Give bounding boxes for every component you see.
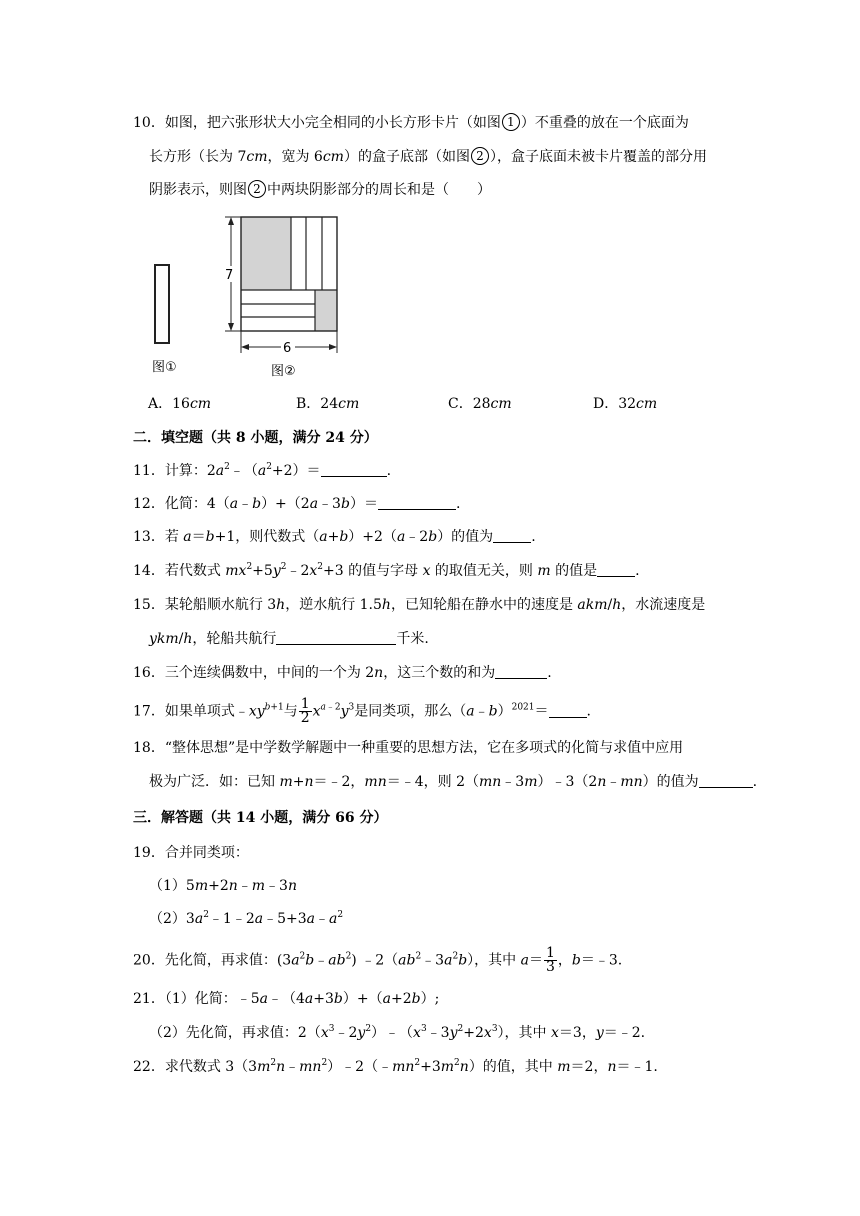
section-heading: 三．解答题（共 14 小题，满分 66 分）: [133, 810, 388, 826]
q16: 16．三个连续偶数中，中间的一个为 2n，这三个数的和为 .: [133, 665, 552, 681]
option-b[interactable]: B．24cm: [296, 396, 360, 412]
q17: 17．如果单项式$﹣xy^{b+1}$与 $\frac{1}{2}$ $x^{a﹣2}y^3$是同类项，那么（a﹣b）$^{2021}$＝ .: [133, 696, 591, 726]
q18-line2: 极为广泛．如：已知 m+n＝﹣2，mn＝﹣4，则 2（mn﹣3m）﹣3（2n﹣mn）的值为 .: [149, 774, 758, 790]
q15-line2: ykm/h，轮船共航行 千米.: [149, 631, 429, 647]
circled-number: 2: [471, 147, 489, 165]
q12: 12．化简：4（a﹣b）+（2a﹣3b）＝ .: [133, 496, 461, 512]
q21-part2: （2）先化简，再求值：$2(x^3﹣2y^2)﹣(x^3﹣3y^2+2x^3)$，其中 x＝3，y＝﹣2.: [149, 1024, 646, 1041]
q14: 14．若代数式 $mx^2+5y^2﹣2x^2+3$ 的值与字母 x 的取值无关，则 m 的值是 .: [133, 562, 640, 579]
fig1-card: [155, 265, 169, 343]
q10-line1: 10．如图，把六张形状大小完全相同的小长方形卡片（如图 1 ）不重叠的放在一个底面为: [133, 115, 689, 131]
q19-part1: （1）5m+2n﹣m﹣3n: [149, 878, 298, 894]
q18-line1: 18．“整体思想”是中学数学解题中一种重要的思想方法，它在多项式的化简与求值中应用: [133, 740, 684, 756]
q22: 22．求代数式 $3(3m^2n﹣mn^2)﹣2(﹣mn^2+3m^2n)$的值，其中 m＝2，n＝﹣1.: [133, 1058, 658, 1075]
answer-blank[interactable]: [493, 528, 531, 543]
answer-blank[interactable]: [549, 703, 587, 718]
fig2-caption: 图②: [271, 364, 296, 379]
fig2-shade-bottom: [315, 290, 337, 331]
fraction-one-third: $\frac{1}{3}$: [545, 945, 555, 975]
answer-blank[interactable]: [276, 630, 396, 645]
fig1-caption: 图①: [152, 360, 177, 375]
q21-part1: 21．（1）化简：﹣5a﹣（4a+3b）+（a+2b）;: [133, 991, 440, 1007]
fraction-one-half: $\frac{1}{2}$: [300, 696, 310, 726]
q11: 11．计算：$2a^2﹣(a^2+2)=$ .: [133, 462, 392, 479]
option-d[interactable]: D．32cm: [593, 396, 658, 412]
option-c[interactable]: C．28cm: [448, 396, 512, 412]
q10-figure: [145, 205, 355, 385]
q13: 13．若 a＝b+1，则代数式（a+b）+2（a﹣2b）的值为 .: [133, 529, 536, 545]
answer-blank[interactable]: [495, 664, 547, 679]
answer-blank[interactable]: [321, 462, 387, 477]
q20: 20．先化简，再求值：$(3a^2b﹣ab^2)$ $﹣2(ab^2﹣3a^2b)$，其中 a＝ $\frac{1}{3}$ ，b＝﹣3.: [133, 945, 623, 975]
option-a[interactable]: A．16cm: [148, 396, 212, 412]
height-label: 7: [225, 268, 234, 283]
q10-line3: 阴影表示，则图 2 中两块阴影部分的周长和是（ ）: [149, 182, 491, 198]
circled-number: 2: [248, 180, 266, 198]
q10-line2: 长方形（长为 7cm，宽为 6cm）的盒子底部（如图 2 ），盒子底面未被卡片覆盖的部分用: [149, 149, 707, 165]
q15-line1: 15．某轮船顺水航行 3h，逆水航行 1.5h，已知轮船在静水中的速度是 akm/h，水流速度是: [133, 597, 706, 613]
q19-title: 19．合并同类项：: [133, 845, 249, 861]
answer-blank[interactable]: [699, 773, 753, 788]
fig2-shade-top: [241, 217, 291, 290]
width-label: 6: [283, 341, 292, 356]
answer-blank[interactable]: [378, 495, 456, 510]
circled-number: 1: [502, 113, 520, 131]
section-heading: 二．填空题（共 8 小题，满分 24 分）: [133, 430, 378, 446]
q19-part2: $(2)3a^2﹣1﹣2a﹣5+3a﹣a^2$: [149, 910, 344, 927]
answer-blank[interactable]: [597, 562, 635, 577]
